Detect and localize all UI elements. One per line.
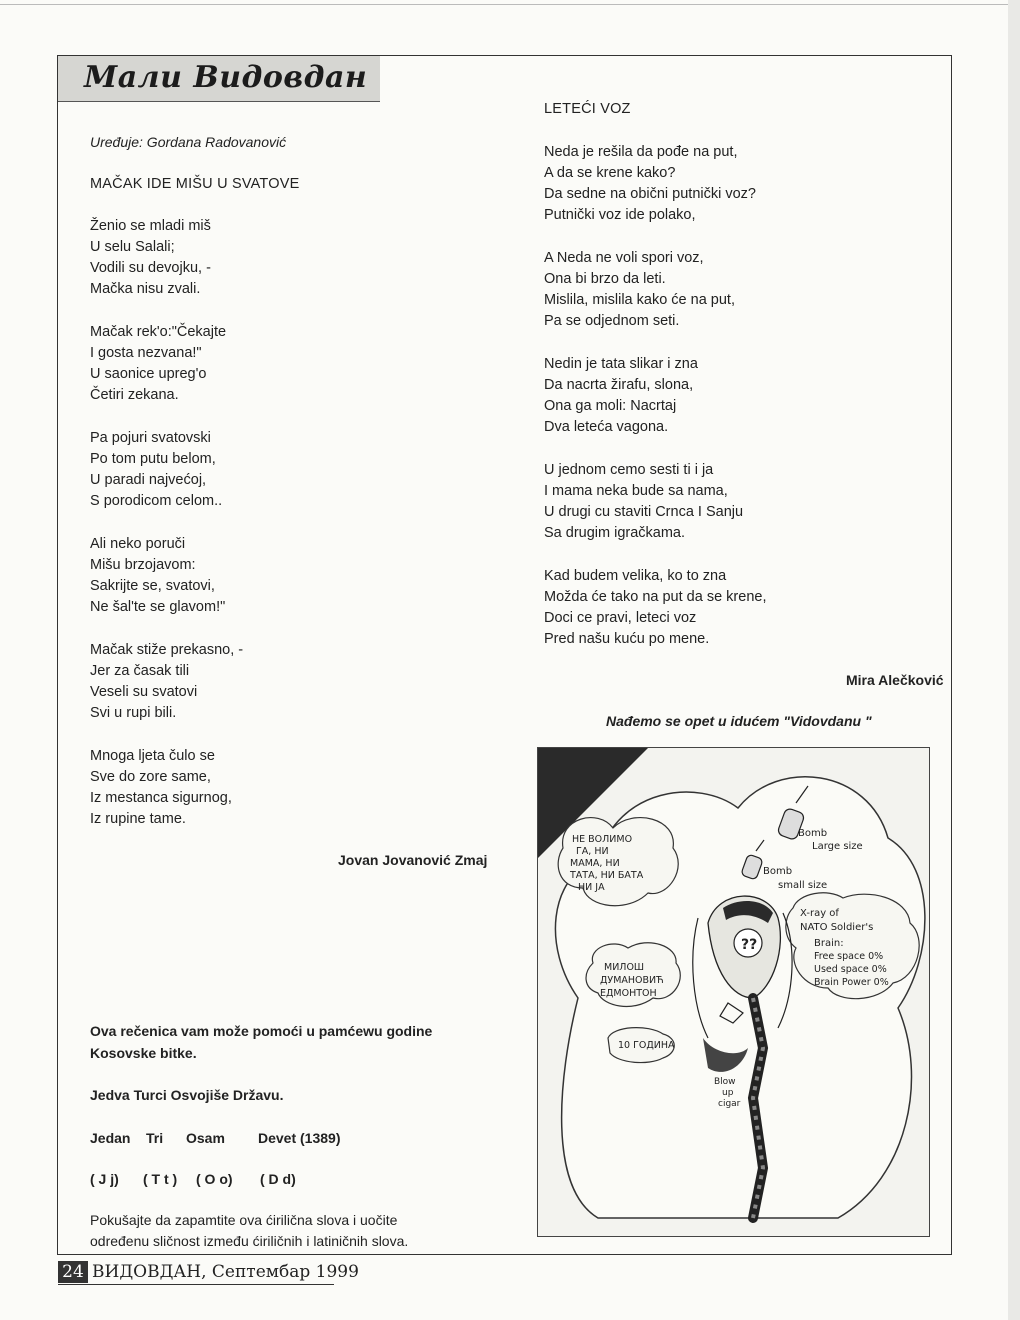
- right-stanza-5: [544, 566, 766, 650]
- poem-line: Mišu brzojavom:: [90, 557, 196, 573]
- advice-line: Pokušajte da zapamtite ova ćirilična slova i uočite: [90, 1212, 398, 1228]
- question-marks: ??: [741, 937, 758, 953]
- poem-line: Dva leteća vagona.: [544, 419, 669, 435]
- poem-line: Putnički voz ide polako,: [544, 207, 696, 223]
- poem-line: Veseli su svatovi: [90, 684, 198, 700]
- poem-line: I mama neka bude sa nama,: [544, 483, 728, 499]
- bubble2-line: ЕДМОНТОН: [600, 988, 657, 999]
- poem-line: S porodicom celom..: [90, 493, 223, 509]
- left-stanza-3: [90, 428, 222, 512]
- xray-line: Brain Power 0%: [814, 977, 889, 988]
- poem-line: Nedin je tata slikar i zna: [544, 356, 698, 372]
- poem-line: Doci ce pravi, leteci voz: [544, 610, 697, 626]
- poem-line: Da sedne na obični putnički voz?: [544, 186, 756, 202]
- poem-line: Kad budem velika, ko to zna: [544, 568, 727, 584]
- mnemonic-intro-line: Ova rečenica vam može pomoći u pamćewu godine: [90, 1023, 433, 1039]
- poem-line: Ali neko poruči: [90, 536, 186, 552]
- poem-line: Jer za časak tili: [90, 663, 190, 679]
- mnemonic-number-4: Devet (1389): [258, 1130, 341, 1146]
- poem-line: Sve do zore same,: [90, 769, 211, 785]
- left-stanza-5: [90, 640, 243, 724]
- left-stanza-1: [90, 216, 211, 300]
- poem-line: Mačak stiže prekasno, -: [90, 642, 244, 658]
- xray-line: Free space 0%: [814, 951, 884, 962]
- header-underline: [58, 101, 380, 102]
- page-title: Мали Видовдан: [84, 60, 368, 95]
- poem-line: Možda će tako na put da se krene,: [544, 589, 767, 605]
- mnemonic-number-1: Jedan: [90, 1130, 131, 1146]
- mnemonic-intro: [90, 1020, 432, 1064]
- bubble2-line: МИЛОШ: [604, 962, 645, 973]
- bubble1-line: НЕ ВОЛИМО: [572, 834, 633, 845]
- left-stanza-6: [90, 746, 232, 830]
- bubble1-line: НИ ЈА: [578, 882, 605, 893]
- poem-line: U drugi cu staviti Crnca I Sanju: [544, 504, 744, 520]
- left-stanza-4: [90, 534, 225, 618]
- right-stanza-4: [544, 460, 743, 544]
- poem-line: Vodili su devojku, -: [90, 260, 211, 276]
- mnemonic-sentence: Jedva Turci Osvojiše Državu.: [90, 1087, 284, 1103]
- poem-line: Ne šal'te se glavom!": [90, 599, 226, 615]
- poem-line: Da nacrta žirafu, slona,: [544, 377, 694, 393]
- right-poem-title: LETEĆI VOZ: [544, 101, 631, 117]
- left-poem-author: Jovan Jovanović Zmaj: [338, 852, 488, 868]
- cigar-label: cigar: [718, 1099, 741, 1109]
- advice-line: određenu sličnost između ćiriličnih i latiničnih slova.: [90, 1233, 409, 1249]
- poem-line: Četiri zekana.: [90, 387, 179, 403]
- cigar-label: up: [722, 1088, 734, 1098]
- poem-line: U saonice upreg'o: [90, 366, 207, 382]
- bubble1-line: ТАТА, НИ БАТА: [570, 870, 644, 881]
- closing-line: Nađemo se opet u idućem "Vidovdanu ": [606, 713, 872, 729]
- poem-line: I gosta nezvana!": [90, 345, 202, 361]
- poem-line: Ona bi brzo da leti.: [544, 271, 666, 287]
- cartoon-illustration: [537, 747, 930, 1237]
- mnemonic-number-3: Osam: [186, 1130, 225, 1146]
- bubble1-line: ГА, НИ: [576, 846, 609, 857]
- right-poem-author: Mira Alečković: [846, 672, 944, 688]
- footer-underline: [58, 1284, 334, 1285]
- mnemonic-advice: [90, 1210, 408, 1252]
- right-stanza-3: [544, 354, 698, 438]
- poem-line: Mislila, mislila kako će na put,: [544, 292, 735, 308]
- footer-publication: ВИДОВДАН, Септембар 1999: [92, 1262, 359, 1282]
- mnemonic-letter-4: ( D d): [260, 1171, 296, 1187]
- poem-line: Mačka nisu zvali.: [90, 281, 201, 297]
- poem-line: Sa drugim igračkama.: [544, 525, 686, 541]
- top-scan-rule: [0, 4, 1020, 5]
- bubble3-line: 10 ГОДИНА: [618, 1040, 675, 1051]
- right-stanza-1: [544, 142, 756, 226]
- poem-line: U selu Salali;: [90, 239, 175, 255]
- editor-credit: Uređuje: Gordana Radovanović: [90, 134, 287, 150]
- page-edge: [1008, 0, 1020, 1320]
- bomb-large-size: Large size: [812, 841, 863, 852]
- bubble1-line: МАМА, НИ: [570, 858, 620, 869]
- mnemonic-number-2: Tri: [146, 1130, 164, 1146]
- mnemonic-intro-line: Kosovske bitke.: [90, 1045, 197, 1061]
- left-stanza-2: [90, 322, 226, 406]
- poem-line: Po tom putu belom,: [90, 451, 216, 467]
- poem-line: A da se krene kako?: [544, 165, 676, 181]
- cigar-label: Blow: [714, 1077, 736, 1087]
- right-stanza-2: [544, 248, 735, 332]
- poem-line: Sakrijte se, svatovi,: [90, 578, 215, 594]
- poem-line: Neda je rešila da pođe na put,: [544, 144, 738, 160]
- poem-line: Mačak rek'o:"Čekajte: [90, 324, 227, 340]
- poem-line: U paradi najvećoj,: [90, 472, 207, 488]
- cartoon-drawing: [538, 748, 930, 1237]
- poem-line: Mnoga ljeta čulo se: [90, 748, 215, 764]
- xray-line: NATO Soldier's: [800, 922, 874, 933]
- xray-line: Brain:: [814, 938, 844, 949]
- mnemonic-letter-1: ( J j): [90, 1171, 119, 1187]
- poem-line: Pa pojuri svatovski: [90, 430, 211, 446]
- poem-line: A Neda ne voli spori voz,: [544, 250, 704, 266]
- poem-line: Svi u rupi bili.: [90, 705, 177, 721]
- xray-line: X-ray of: [800, 908, 839, 919]
- bomb-small-label: Bomb: [763, 866, 793, 877]
- mnemonic-letter-2: ( T t ): [143, 1171, 178, 1187]
- poem-line: Iz mestanca sigurnog,: [90, 790, 232, 806]
- poem-line: Iz rupine tame.: [90, 811, 186, 827]
- bubble2-line: ДУМАНОВИЋ: [600, 975, 664, 986]
- page-number: 24: [58, 1261, 88, 1283]
- poem-line: Pred našu kuću po mene.: [544, 631, 710, 647]
- poem-line: U jednom cemo sesti ti i ja: [544, 462, 714, 478]
- bomb-large-label: Bomb: [798, 828, 828, 839]
- left-poem-title: MAČAK IDE MIŠU U SVATOVE: [90, 176, 300, 192]
- poem-line: Ženio se mladi miš: [90, 218, 211, 234]
- bomb-small-size: small size: [778, 880, 828, 891]
- mnemonic-letter-3: ( O o): [196, 1171, 233, 1187]
- xray-line: Used space 0%: [814, 964, 887, 975]
- poem-line: Ona ga moli: Nacrtaj: [544, 398, 677, 414]
- poem-line: Pa se odjednom seti.: [544, 313, 680, 329]
